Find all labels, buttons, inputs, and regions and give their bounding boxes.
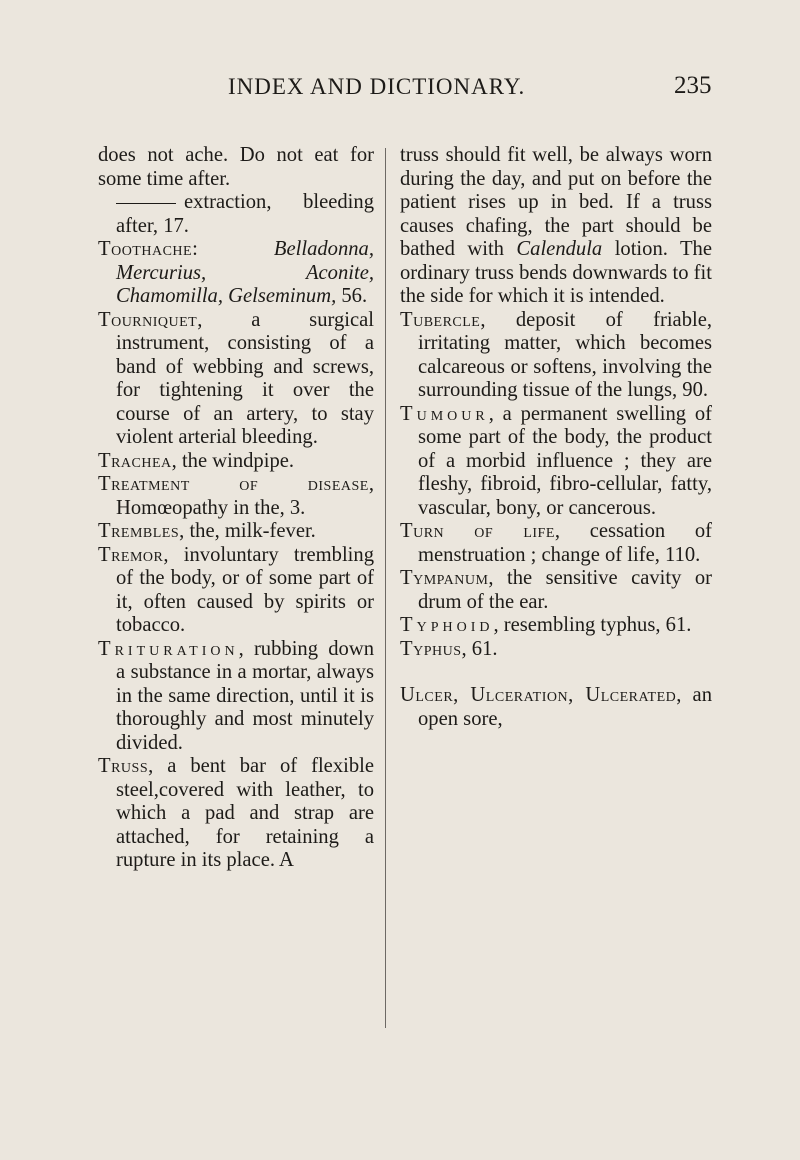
entry-truss-continuation <box>400 144 712 309</box>
entry-tremor <box>98 544 374 638</box>
definition: , rubbing down a substance in a mortar, always in the same direction, until it is thoroughly and most minutely divided. <box>116 637 374 754</box>
definition: , a permanent swelling of some part of the body, the product of a morbid influence ; they are fleshy, fibroid, fibro-cellular, fatty, vascular, bony, or cancerous. <box>418 402 712 519</box>
definition: , cessation of menstruation ; change of life, 110. <box>418 520 713 566</box>
headword: Ulcer, Ulceration, Ulcerated <box>400 684 677 706</box>
page-number: 235 <box>674 72 712 99</box>
definition: , an open sore, <box>418 684 712 730</box>
definition: , a surgical instrument, consisting of a band of webbing and screws, for tightening it over the course of an artery, to stay violent arterial bleeding. <box>116 308 374 448</box>
definition: , the sensitive cavity or drum of the ear. <box>418 567 712 613</box>
entry-subentry-extraction: extraction, bleeding after, 17. <box>116 191 374 237</box>
entry-trituration <box>98 638 374 756</box>
entry-typhoid <box>400 614 712 638</box>
entry-tumour <box>400 403 712 521</box>
entry-typhus <box>400 638 712 662</box>
headword: Truss <box>98 755 149 777</box>
entry-continuation: does not ache. Do not eat for some time after. <box>98 144 374 190</box>
entry-trachea <box>98 450 374 474</box>
headword: Trembles <box>98 520 180 542</box>
left-column <box>98 144 374 873</box>
entry-tourniquet <box>98 309 374 450</box>
definition: , the windpipe. <box>171 449 295 472</box>
definition: , a bent bar of flexible steel,covered with leather, to which a pad and strap are attached, for retaining a rupture in its place. A <box>116 755 374 871</box>
headword: Typhus <box>400 637 462 660</box>
definition: ​: Belladonna, Mercurius, Aconite, Chamomilla, Gelseminum, 56. <box>116 238 374 307</box>
headword: Treatment of disease <box>98 473 369 495</box>
entry-toothache <box>98 238 374 309</box>
headword: Tympanum <box>400 567 489 589</box>
right-column <box>400 144 712 731</box>
definition: , Homœopathy in the, 3. <box>116 473 374 519</box>
headword: Toothache <box>98 238 193 260</box>
headword: Typhoid <box>400 614 494 636</box>
definition: , deposit of friable, irritating matter, which becomes calcareous or softens, involving the surrounding tissue of the lungs, 90. <box>418 308 712 401</box>
em-dash-rule <box>116 203 176 204</box>
headword: Tremor <box>98 543 164 566</box>
definition: , resembling typhus, 61. <box>493 614 692 636</box>
entry-trembles <box>98 520 374 544</box>
headword: Tourniquet <box>98 308 198 331</box>
definition: , 61. <box>461 637 498 660</box>
headword: Tubercle <box>400 308 481 331</box>
definition: truss should fit well, be always worn during the day, and put on before the patient rises up in bed. If a truss causes chafing, the part should be bathed with Calendula lotion. The ordinary truss bends downwards to fit the side for which it is intended. <box>400 144 712 307</box>
headword: Tumour <box>400 402 489 425</box>
headword: Turn of life <box>400 520 555 542</box>
entry-tubercle <box>400 309 712 403</box>
entry-truss <box>98 755 374 873</box>
entry-treatment-of-disease <box>98 473 374 520</box>
definition: , the, milk-fever. <box>179 520 316 542</box>
running-header: INDEX AND DICTIONARY. <box>228 74 526 99</box>
entry-tympanum <box>400 567 712 614</box>
entry-ulcer <box>400 684 712 731</box>
entry-turn-of-life <box>400 520 712 567</box>
column-divider <box>385 148 386 1028</box>
definition: , involuntary trembling of the body, or of some part of it, often caused by spirits or tobacco. <box>116 543 374 636</box>
headword: Trituration <box>98 637 239 660</box>
headword: Trachea <box>98 449 172 472</box>
